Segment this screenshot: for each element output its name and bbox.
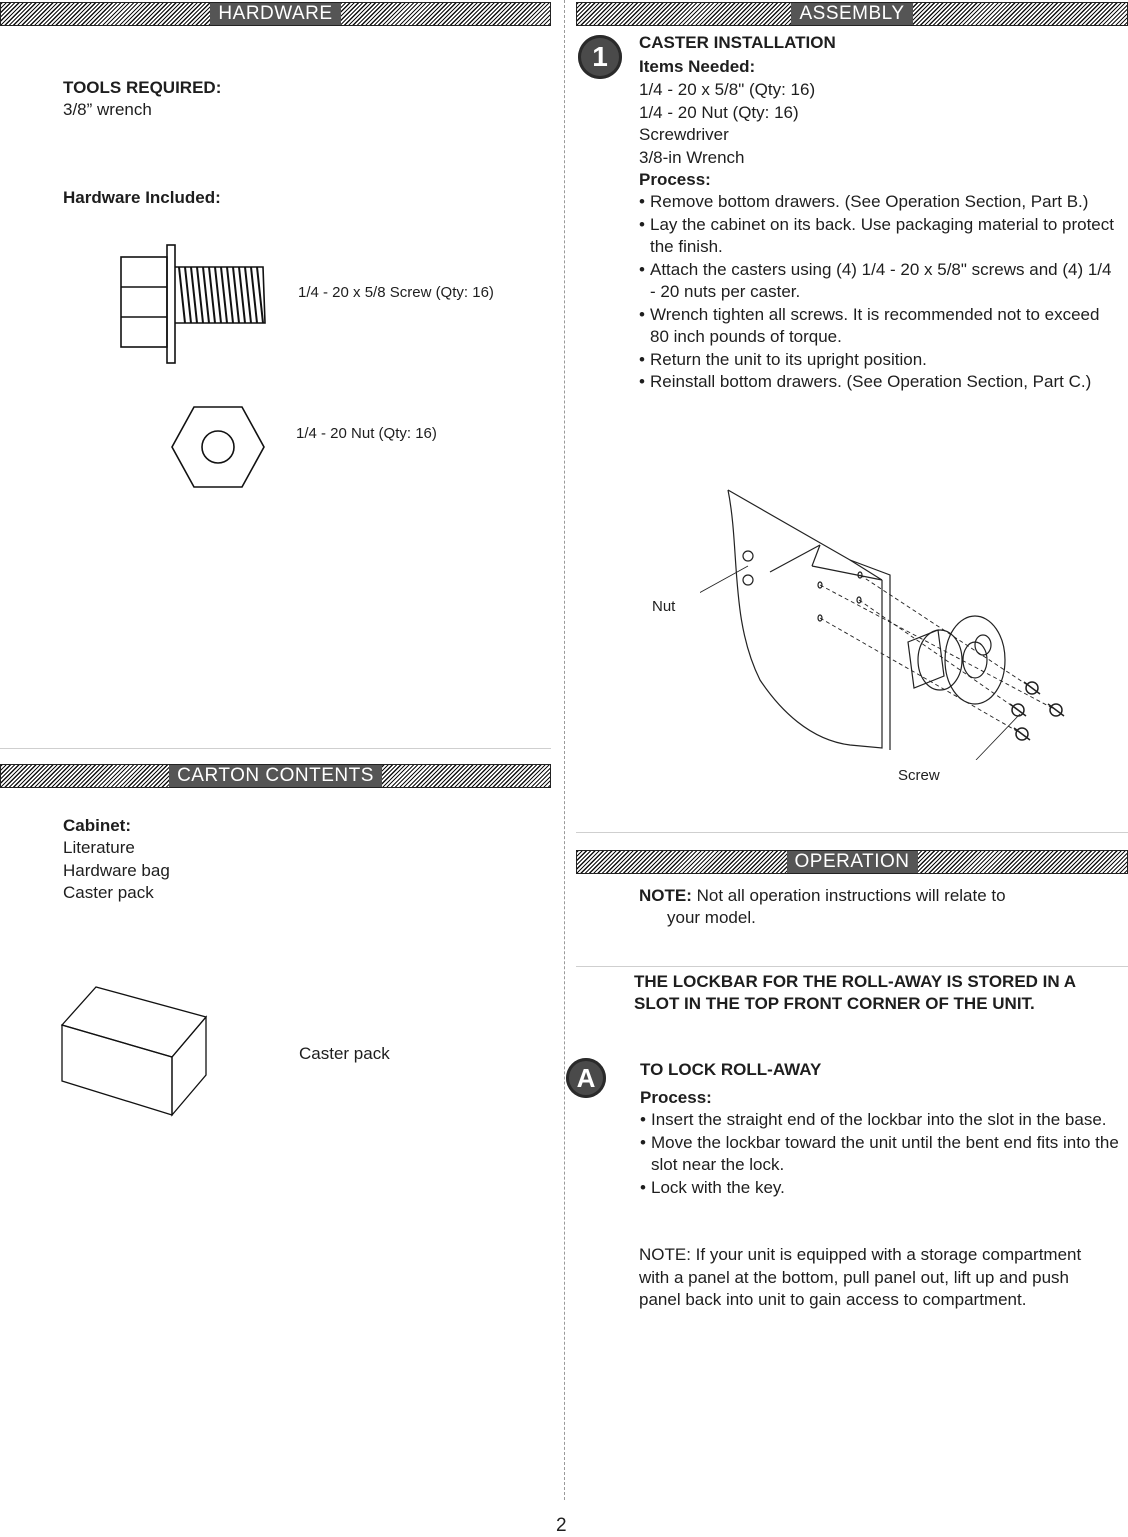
carton-item: Hardware bag (63, 861, 170, 880)
lockbar-notice-line1: THE LOCKBAR FOR THE ROLL-AWAY IS STORED IN A (634, 972, 1077, 991)
carton-item: Caster pack (63, 883, 154, 902)
section-divider (0, 748, 551, 749)
items-needed-heading: Items Needed: (639, 57, 756, 76)
carton-banner (0, 764, 551, 788)
step-1-badge: 1 (578, 35, 622, 79)
compartment-note-line: panel back into unit to gain access to compartment. (639, 1290, 1027, 1309)
lock-process-step: • Move the lockbar toward the unit until the bent end fits into the slot near the lock. (640, 1132, 1120, 1177)
screw-label: 1/4 - 20 x 5/8 Screw (Qty: 16) (298, 284, 494, 301)
operation-note (639, 885, 1006, 908)
carton-item: Literature (63, 838, 135, 857)
cabinet-heading: Cabinet: (63, 816, 131, 835)
step-a-badge: A (566, 1058, 606, 1098)
page-number: 2 (556, 1515, 567, 1536)
lock-process-step: • Lock with the key. (640, 1177, 1120, 1200)
lock-process-heading: Process: (640, 1088, 712, 1107)
operation-note-label: NOTE: (639, 886, 692, 905)
items-needed-item: 3/8-in Wrench (639, 148, 745, 167)
screw-icon (115, 243, 275, 371)
lock-process-step: • Insert the straight end of the lockbar into the slot in the base. (640, 1109, 1120, 1132)
carton-title: CARTON CONTENTS (169, 765, 382, 787)
operation-title: OPERATION (787, 851, 918, 873)
diagram-nut-label: Nut (652, 598, 676, 615)
items-needed-item: 1/4 - 20 Nut (Qty: 16) (639, 103, 799, 122)
diagram-screw-label: Screw (898, 767, 940, 784)
caster-installation-diagram (700, 470, 1080, 760)
operation-note-text: Not all operation instructions will relate to (691, 886, 1006, 905)
items-needed-item: Screwdriver (639, 125, 729, 144)
process-step: • Remove bottom drawers. (See Operation Section, Part B.) (639, 191, 1117, 214)
hardware-banner (0, 2, 551, 26)
compartment-note-line: with a panel at the bottom, pull panel out, lift up and push (639, 1268, 1070, 1287)
lock-roll-away-title: TO LOCK ROLL-AWAY (640, 1060, 822, 1079)
caster-pack-box-icon (58, 985, 210, 1118)
hardware-included-heading: Hardware Included: (63, 188, 221, 207)
caster-installation-title: CASTER INSTALLATION (639, 33, 836, 52)
process-step: • Return the unit to its upright position. (639, 349, 1117, 372)
operation-note-line2: your model. (667, 908, 756, 927)
process-step: • Lay the cabinet on its back. Use packaging material to protect the finish. (639, 214, 1117, 259)
tools-required-heading: TOOLS REQUIRED: (63, 78, 222, 97)
assembly-title: ASSEMBLY (791, 3, 912, 25)
process-step: • Wrench tighten all screws. It is recommended not to exceed 80 inch pounds of torque. (639, 304, 1117, 349)
column-divider (564, 0, 565, 1500)
tools-required-item: 3/8” wrench (63, 100, 152, 119)
caster-process-list (639, 191, 1117, 394)
compartment-note-line: NOTE: If your unit is equipped with a storage compartment (639, 1245, 1082, 1264)
section-divider (576, 832, 1128, 833)
caster-pack-label: Caster pack (299, 1044, 390, 1063)
hardware-title: HARDWARE (210, 3, 340, 25)
nut-icon (170, 405, 266, 489)
process-step: • Reinstall bottom drawers. (See Operation Section, Part C.) (639, 371, 1117, 394)
lock-process-list (640, 1109, 1120, 1199)
operation-banner (576, 850, 1128, 874)
process-step: • Attach the casters using (4) 1/4 - 20 x 5/8" screws and (4) 1/4 - 20 nuts per caster. (639, 259, 1117, 304)
items-needed-item: 1/4 - 20 x 5/8" (Qty: 16) (639, 80, 816, 99)
process-heading: Process: (639, 170, 711, 189)
lockbar-notice-line2: SLOT IN THE TOP FRONT CORNER OF THE UNIT. (634, 994, 1035, 1013)
section-divider (576, 966, 1128, 967)
assembly-banner (576, 2, 1128, 26)
nut-label: 1/4 - 20 Nut (Qty: 16) (296, 425, 437, 442)
